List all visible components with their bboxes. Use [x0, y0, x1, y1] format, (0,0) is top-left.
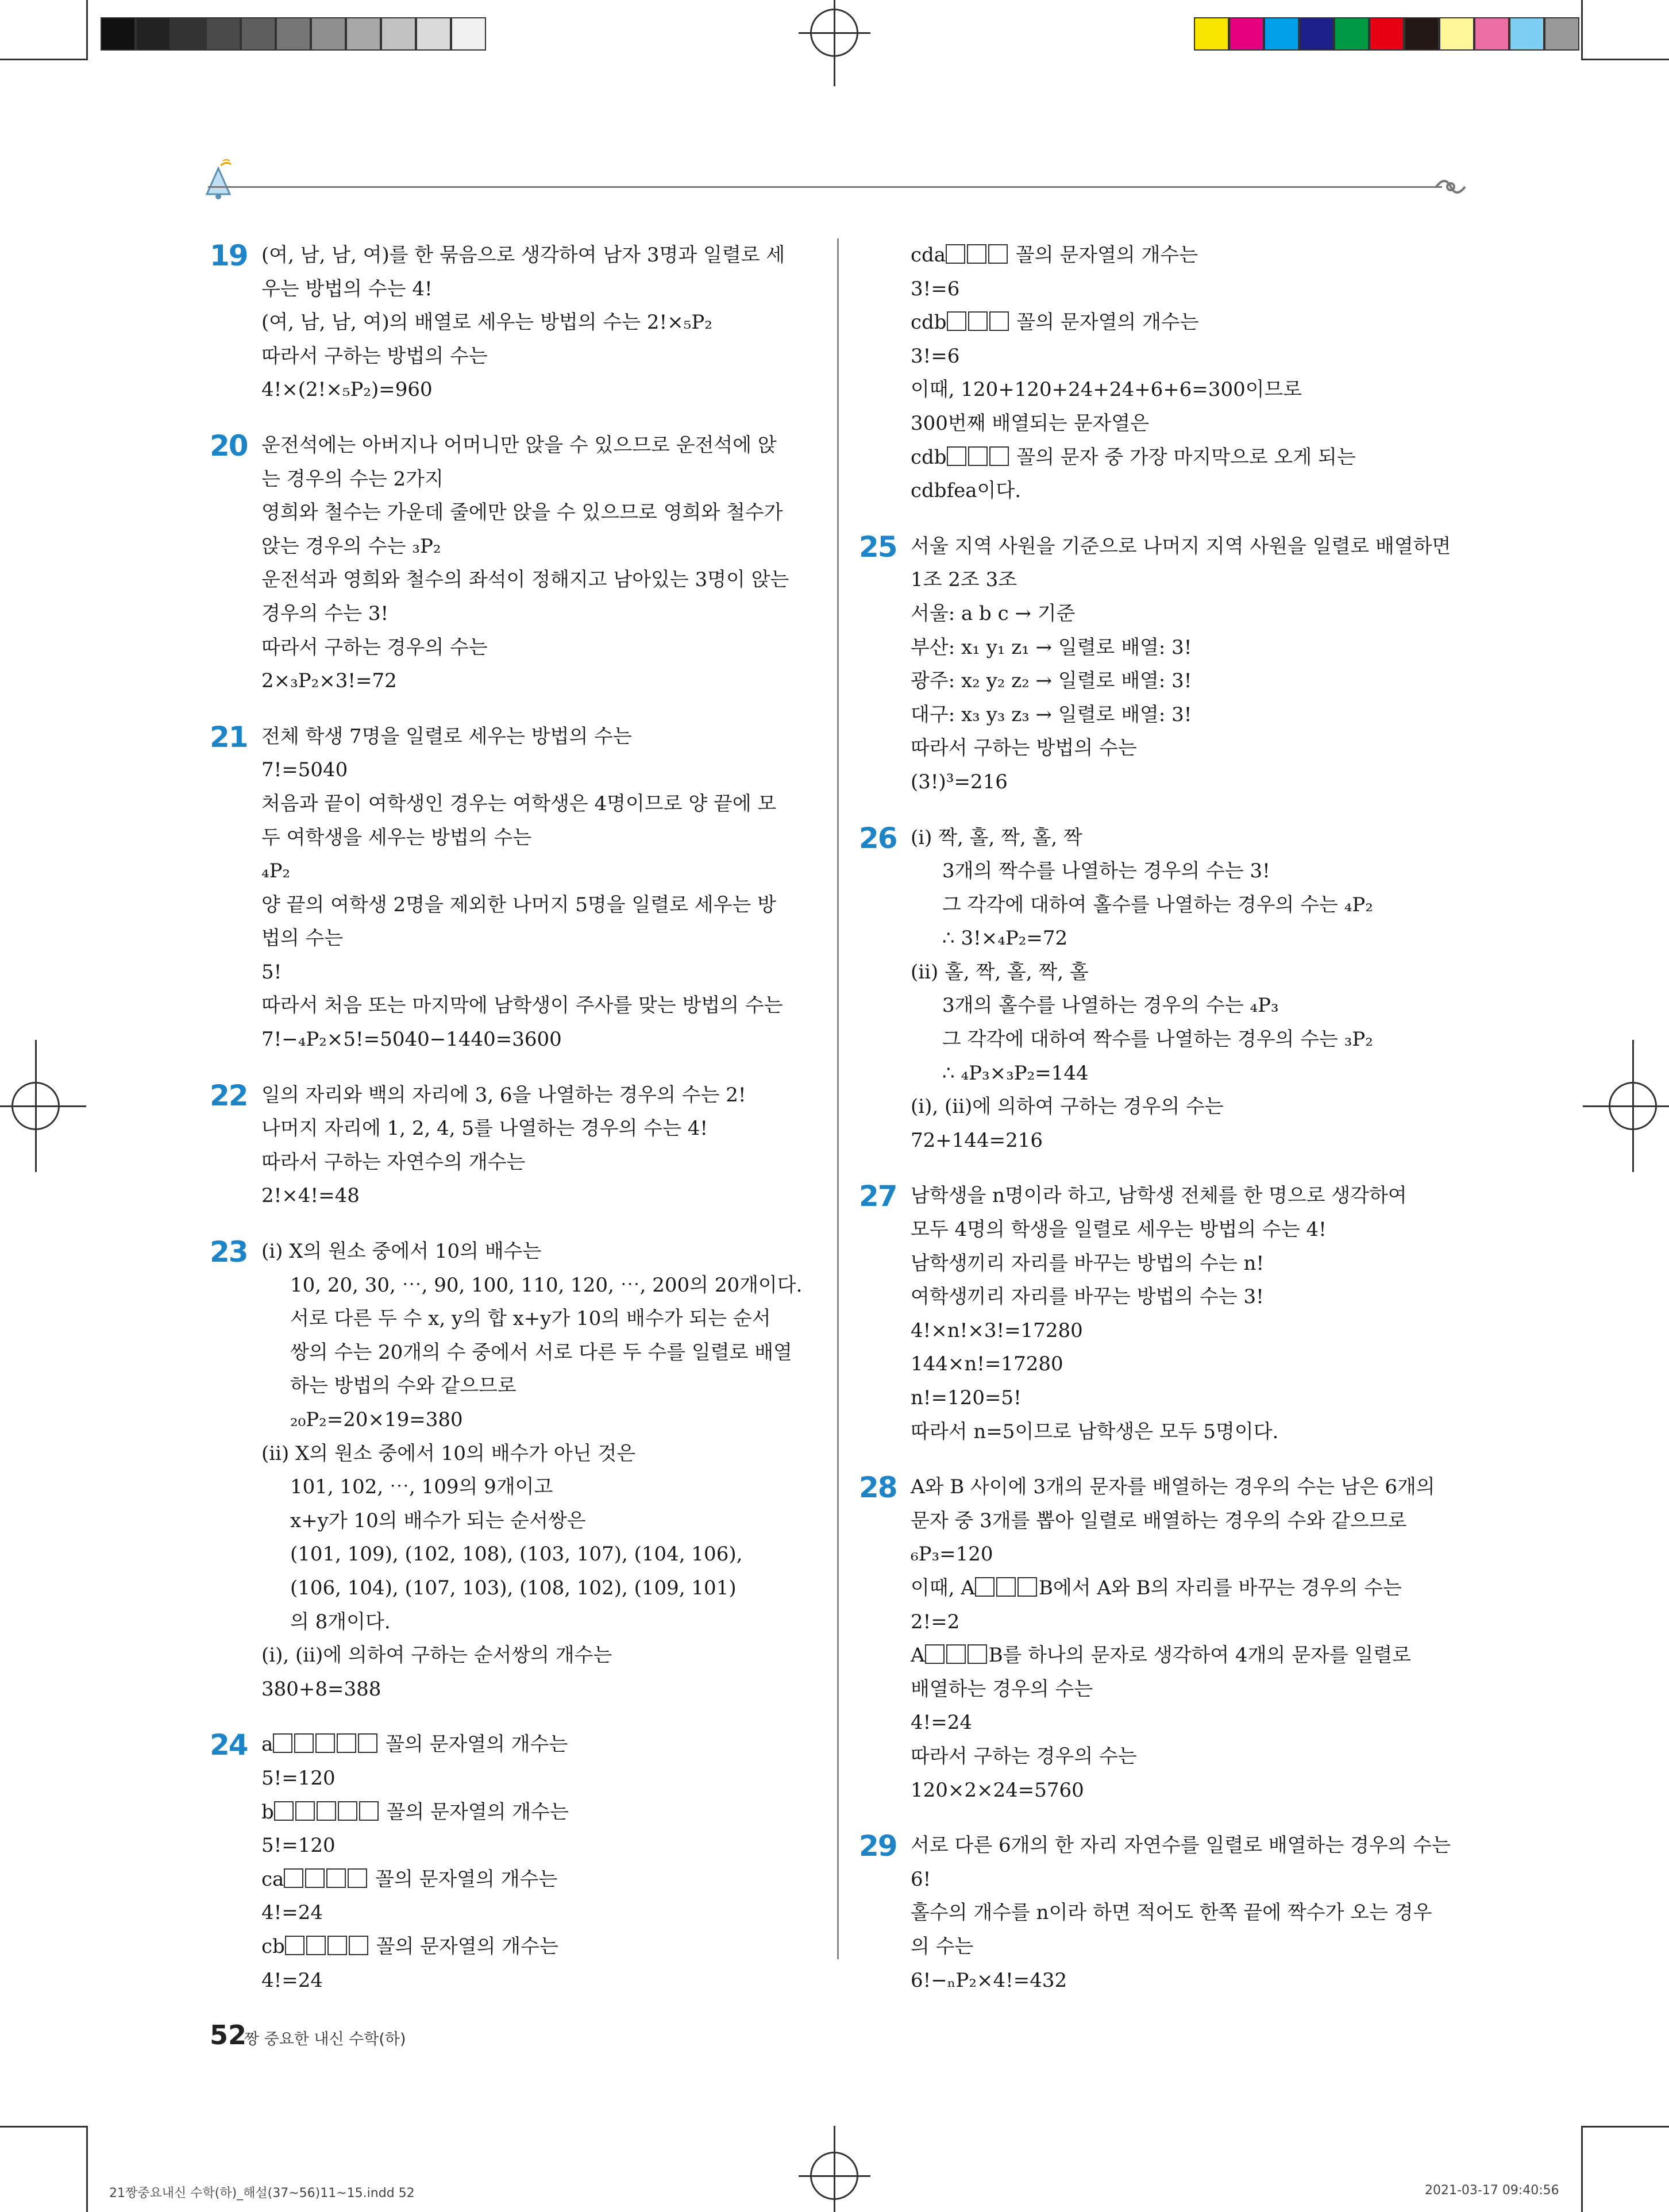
blank-box	[946, 1644, 966, 1664]
blank-box	[306, 1936, 326, 1955]
blank-box	[294, 1733, 314, 1753]
solution-line: cb 꼴의 문자열의 개수는	[261, 1934, 558, 1958]
header-rule	[208, 186, 1442, 188]
solution-line: 전체 학생 7명을 일렬로 세우는 방법의 수는	[261, 725, 632, 748]
solution-line: (ⅰ), (ⅱ)에 의하여 구하는 경우의 수는	[911, 1095, 1224, 1119]
solution-line: cda 꼴의 문자열의 개수는	[911, 244, 1198, 267]
color-swatch	[1229, 17, 1264, 51]
solution-line: (여, 남, 남, 여)의 배열로 세우는 방법의 수는 2!×₅P₂	[261, 311, 712, 334]
blank-box	[348, 1868, 367, 1888]
crop-mark	[1583, 2126, 1669, 2128]
solution-line: 5!	[261, 960, 282, 984]
color-swatch	[1194, 17, 1229, 51]
solution-line: 그 각각에 대하여 홀수를 나열하는 경우의 수는 ₄P₂	[942, 893, 1373, 916]
solution-line: 2×₃P₂×3!=72	[261, 669, 397, 693]
color-swatch	[346, 17, 381, 51]
color-swatch	[241, 17, 276, 51]
right-column	[859, 238, 1520, 2019]
color-swatch	[451, 17, 486, 51]
solution-line: (ⅰ) 짝, 홀, 짝, 홀, 짝	[911, 826, 1082, 849]
solution-line: 배열하는 경우의 수는	[911, 1677, 1093, 1701]
solution-line: A와 B 사이에 3개의 문자를 배열하는 경우의 수는 남은 6개의	[911, 1475, 1435, 1499]
problem-number: 26	[859, 821, 897, 855]
blank-box	[315, 1733, 335, 1753]
problem-solution	[210, 1728, 870, 1997]
solution-line: 4!×n!×3!=17280	[911, 1319, 1083, 1342]
blank-box	[305, 1868, 325, 1888]
solution-line: 380+8=388	[261, 1677, 381, 1701]
solution-line: 6!−ₙP₂×4!=432	[911, 1968, 1067, 1992]
solution-line: 3개의 짝수를 나열하는 경우의 수는 3!	[942, 860, 1270, 883]
solution-line: (ⅰ), (ⅱ)에 의하여 구하는 순서쌍의 개수는	[261, 1644, 612, 1667]
solution-line: 따라서 구하는 자연수의 개수는	[261, 1150, 526, 1174]
crop-mark	[86, 2126, 88, 2212]
solution-line: 3!=6	[911, 277, 960, 300]
solution-line: ₂₀P₂=20×19=380	[290, 1408, 463, 1431]
crop-mark	[1581, 2126, 1583, 2212]
solution-line: (ⅰ) X의 원소 중에서 10의 배수는	[261, 1240, 542, 1263]
color-swatch	[171, 17, 206, 51]
solution-line: 10, 20, 30, ⋯, 90, 100, 110, 120, ⋯, 200의 20개이다.	[290, 1273, 803, 1297]
solution-line: 경우의 수는 3!	[261, 602, 389, 625]
solution-line: 의 8개이다.	[290, 1610, 391, 1633]
solution-line: 4!=24	[261, 1968, 323, 1992]
solution-line: x+y가 10의 배수가 되는 순서쌍은	[290, 1509, 586, 1532]
solution-line: 서로 다른 두 수 x, y의 합 x+y가 10의 배수가 되는 순서	[290, 1307, 771, 1331]
color-swatch	[381, 17, 416, 51]
problem-solution	[859, 1179, 1520, 1448]
problem-solution	[859, 530, 1520, 799]
color-swatch	[1299, 17, 1334, 51]
color-swatch	[1544, 17, 1579, 51]
solution-line: (101, 109), (102, 108), (103, 107), (104, 106),	[290, 1543, 743, 1566]
problem-number: 20	[210, 429, 248, 463]
solution-line: 부산: x₁ y₁ z₁ → 일렬로 배열: 3!	[911, 635, 1192, 659]
problem-number: 28	[859, 1471, 897, 1505]
blank-box	[946, 244, 965, 264]
solution-line: b 꼴의 문자열의 개수는	[261, 1800, 569, 1824]
crop-mark	[1583, 59, 1669, 60]
solution-line: (ⅱ) X의 원소 중에서 10의 배수가 아닌 것은	[261, 1442, 636, 1465]
blank-box	[1017, 1577, 1037, 1597]
solution-line: 모두 4명의 학생을 일렬로 세우는 방법의 수는 4!	[911, 1218, 1327, 1242]
color-swatch	[1369, 17, 1404, 51]
registration-mark	[799, 32, 870, 34]
solution-line: 101, 102, ⋯, 109의 9개이고	[290, 1475, 553, 1499]
solution-line: 따라서 구하는 방법의 수는	[911, 737, 1137, 760]
solution-line: 72+144=216	[911, 1128, 1043, 1152]
crop-mark	[1581, 0, 1583, 60]
solution-line: cdb 꼴의 문자열의 개수는	[911, 311, 1199, 334]
registration-mark	[0, 1105, 86, 1107]
solution-line: ₆P₃=120	[911, 1543, 993, 1566]
solution-line: 남학생끼리 자리를 바꾸는 방법의 수는 n!	[911, 1251, 1265, 1275]
solution-line: (ⅱ) 홀, 짝, 홀, 짝, 홀	[911, 960, 1089, 984]
solution-line: 따라서 처음 또는 마지막에 남학생이 주사를 맞는 방법의 수는	[261, 994, 783, 1018]
solution-line: 4!=24	[911, 1711, 973, 1735]
left-column	[210, 238, 870, 2019]
registration-mark	[834, 0, 835, 86]
solution-line: 7!=5040	[261, 758, 348, 782]
solution-line: 문자 중 3개를 뽑아 일렬로 배열하는 경우의 수와 같으므로	[911, 1509, 1407, 1532]
solution-line: 운전석에는 아버지나 어머니만 앉을 수 있으므로 운전석에 앉	[261, 433, 777, 457]
solution-line: 영희와 철수는 가운데 줄에만 앉을 수 있으므로 영희와 철수가	[261, 501, 783, 525]
solution-line: cdb 꼴의 문자 중 가장 마지막으로 오게 되는	[911, 445, 1356, 469]
solution-line: 광주: x₂ y₂ z₂ → 일렬로 배열: 3!	[911, 669, 1192, 693]
color-swatch	[1404, 17, 1439, 51]
color-swatch	[276, 17, 311, 51]
registration-mark	[1632, 1040, 1634, 1172]
solution-line: 대구: x₃ y₃ z₃ → 일렬로 배열: 3!	[911, 703, 1192, 726]
solution-line: 2!×4!=48	[261, 1184, 360, 1208]
solution-line: 4!=24	[261, 1901, 323, 1925]
solution-line: cdbfea이다.	[911, 479, 1022, 503]
color-swatch	[101, 17, 136, 51]
slug-datetime: 2021-03-17 09:40:56	[1425, 2183, 1559, 2198]
blank-box	[349, 1936, 368, 1955]
blank-box	[326, 1868, 346, 1888]
solution-line: 의 수는	[911, 1934, 974, 1958]
blank-box	[317, 1801, 336, 1821]
problem-number: 19	[210, 239, 248, 272]
ribbon-icon	[1433, 172, 1468, 201]
blank-box	[358, 1733, 377, 1753]
crop-mark	[0, 2126, 86, 2128]
blank-box	[947, 311, 966, 331]
solution-line: (여, 남, 남, 여)를 한 묶음으로 생각하여 남자 3명과 일렬로 세	[261, 244, 785, 267]
solution-line: 그 각각에 대하여 짝수를 나열하는 경우의 수는 ₃P₂	[942, 1028, 1373, 1051]
blank-box	[989, 311, 1009, 331]
solution-line: 6!	[911, 1867, 931, 1891]
solution-line: 하는 방법의 수와 같으므로	[290, 1374, 516, 1398]
problem-solution	[210, 429, 870, 698]
solution-line: n!=120=5!	[911, 1386, 1022, 1409]
problem-solution	[859, 1470, 1520, 1807]
solution-line: 2!=2	[911, 1610, 960, 1633]
bell-icon	[195, 154, 241, 200]
page-number: 52	[210, 2020, 247, 2051]
solution-line: 7!−₄P₂×5!=5040−1440=3600	[261, 1028, 562, 1051]
solution-line: 우는 방법의 수는 4!	[261, 277, 433, 300]
problem-solution	[210, 720, 870, 1057]
blank-box	[338, 1801, 357, 1821]
solution-line: (3!)³=216	[911, 770, 1008, 793]
blank-box	[327, 1936, 347, 1955]
blank-box	[996, 1577, 1016, 1597]
solution-line: 남학생을 n명이라 하고, 남학생 전체를 한 명으로 생각하여	[911, 1184, 1407, 1208]
blank-box	[273, 1733, 292, 1753]
slug-filename: 21짱중요내신 수학(하)_해설(37~56)11~15.indd 52	[109, 2186, 415, 2201]
problem-solution	[210, 1078, 870, 1213]
solution-line: 3!=6	[911, 344, 960, 368]
blank-box	[968, 446, 988, 466]
solution-line: 양 끝의 여학생 2명을 제외한 나머지 5명을 일렬로 세우는 방	[261, 893, 776, 916]
blank-box	[975, 1577, 995, 1597]
problem-number: 23	[210, 1235, 248, 1269]
solution-line: ∴ ₄P₃×₃P₂=144	[942, 1061, 1089, 1085]
solution-line: 홀수의 개수를 n이라 하면 적어도 한쪽 끝에 짝수가 오는 경우	[911, 1901, 1432, 1925]
solution-line: a 꼴의 문자열의 개수는	[261, 1733, 568, 1756]
solution-line: 처음과 끝이 여학생인 경우는 여학생은 4명이므로 양 끝에 모	[261, 792, 777, 815]
problem-solution	[911, 238, 1520, 508]
solution-line: 서울 지역 사원을 기준으로 나머지 지역 사원을 일렬로 배열하면	[911, 534, 1451, 558]
blank-box	[284, 1868, 303, 1888]
blank-box	[988, 244, 1008, 264]
blank-box	[337, 1733, 356, 1753]
solution-line: 나머지 자리에 1, 2, 4, 5를 나열하는 경우의 수는 4!	[261, 1117, 708, 1140]
blank-box	[359, 1801, 379, 1821]
solution-line: 두 여학생을 세우는 방법의 수는	[261, 826, 532, 849]
solution-line: 서울: a b c → 기준	[911, 602, 1076, 625]
blank-box	[947, 446, 966, 466]
solution-line: 운전석과 영희와 철수의 좌석이 정해지고 남아있는 3명이 앉는	[261, 568, 789, 592]
solution-line: 1조 2조 3조	[911, 568, 1017, 592]
color-swatch	[1439, 17, 1474, 51]
problem-number: 24	[210, 1728, 248, 1762]
solution-line: A B를 하나의 문자로 생각하여 4개의 문자를 일렬로	[911, 1644, 1412, 1667]
problem-solution	[210, 238, 870, 407]
color-swatch	[311, 17, 346, 51]
solution-line: (106, 104), (107, 103), (108, 102), (109, 101)	[290, 1576, 737, 1600]
solution-line: ca 꼴의 문자열의 개수는	[261, 1867, 558, 1891]
solution-line: 일의 자리와 백의 자리에 3, 6을 나열하는 경우의 수는 2!	[261, 1083, 746, 1107]
color-swatch	[1264, 17, 1299, 51]
solution-line: 5!=120	[261, 1766, 336, 1790]
problem-number: 27	[859, 1180, 897, 1213]
blank-box	[968, 311, 988, 331]
solution-line: 쌍의 수는 20개의 수 중에서 서로 다른 두 수를 일렬로 배열	[290, 1340, 792, 1364]
crop-mark	[0, 59, 86, 60]
solution-line: 4!×(2!×₅P₂)=960	[261, 378, 433, 402]
blank-box	[925, 1644, 945, 1664]
solution-line: 앉는 경우의 수는 ₃P₂	[261, 534, 441, 558]
gray-swatch-bar	[101, 17, 486, 51]
registration-mark	[834, 2126, 835, 2212]
color-swatch	[206, 17, 241, 51]
solution-line: 이때, A B에서 A와 B의 자리를 바꾸는 경우의 수는	[911, 1576, 1402, 1600]
registration-mark	[35, 1040, 37, 1172]
solution-line: 서로 다른 6개의 한 자리 자연수를 일렬로 배열하는 경우의 수는	[911, 1834, 1451, 1858]
problem-number: 29	[859, 1829, 897, 1863]
solution-line: 법의 수는	[261, 927, 344, 950]
registration-mark	[1583, 1105, 1669, 1107]
problem-solution	[859, 821, 1520, 1158]
blank-box	[989, 446, 1009, 466]
solution-line: 5!=120	[261, 1834, 336, 1858]
solution-line: 3개의 홀수를 나열하는 경우의 수는 ₄P₃	[942, 994, 1279, 1018]
color-swatch	[416, 17, 451, 51]
blank-box	[968, 1644, 987, 1664]
solution-line: 120×2×24=5760	[911, 1778, 1084, 1802]
color-swatch	[1474, 17, 1509, 51]
blank-box	[285, 1936, 304, 1955]
color-swatch	[136, 17, 171, 51]
color-swatch-bar	[1194, 17, 1579, 51]
problem-number: 25	[859, 530, 897, 564]
blank-box	[967, 244, 986, 264]
solution-line: 는 경우의 수는 2가지	[261, 467, 444, 491]
problem-solution	[859, 1829, 1520, 1997]
solution-line: 144×n!=17280	[911, 1352, 1063, 1376]
book-title: 짱 중요한 내신 수학(하)	[244, 2030, 406, 2048]
color-swatch	[1509, 17, 1544, 51]
solution-line: 300번째 배열되는 문자열은	[911, 411, 1149, 435]
solution-line: 여학생끼리 자리를 바꾸는 방법의 수는 3!	[911, 1285, 1264, 1309]
problem-number: 22	[210, 1078, 248, 1112]
color-swatch	[1334, 17, 1369, 51]
solution-line: ₄P₂	[261, 860, 291, 883]
blank-box	[295, 1801, 315, 1821]
blank-box	[274, 1801, 294, 1821]
solution-line: 따라서 구하는 경우의 수는	[261, 635, 488, 659]
registration-mark	[799, 2175, 870, 2177]
solution-line: 따라서 구하는 경우의 수는	[911, 1744, 1137, 1768]
solution-line: 따라서 구하는 방법의 수는	[261, 344, 488, 368]
solution-line: 따라서 n=5이므로 남학생은 모두 5명이다.	[911, 1420, 1279, 1443]
problem-solution	[210, 1235, 870, 1706]
crop-mark	[86, 0, 88, 60]
solution-line: ∴ 3!×₄P₂=72	[942, 927, 1068, 950]
problem-number: 21	[210, 720, 248, 754]
solution-line: 이때, 120+120+24+24+6+6=300이므로	[911, 378, 1302, 402]
